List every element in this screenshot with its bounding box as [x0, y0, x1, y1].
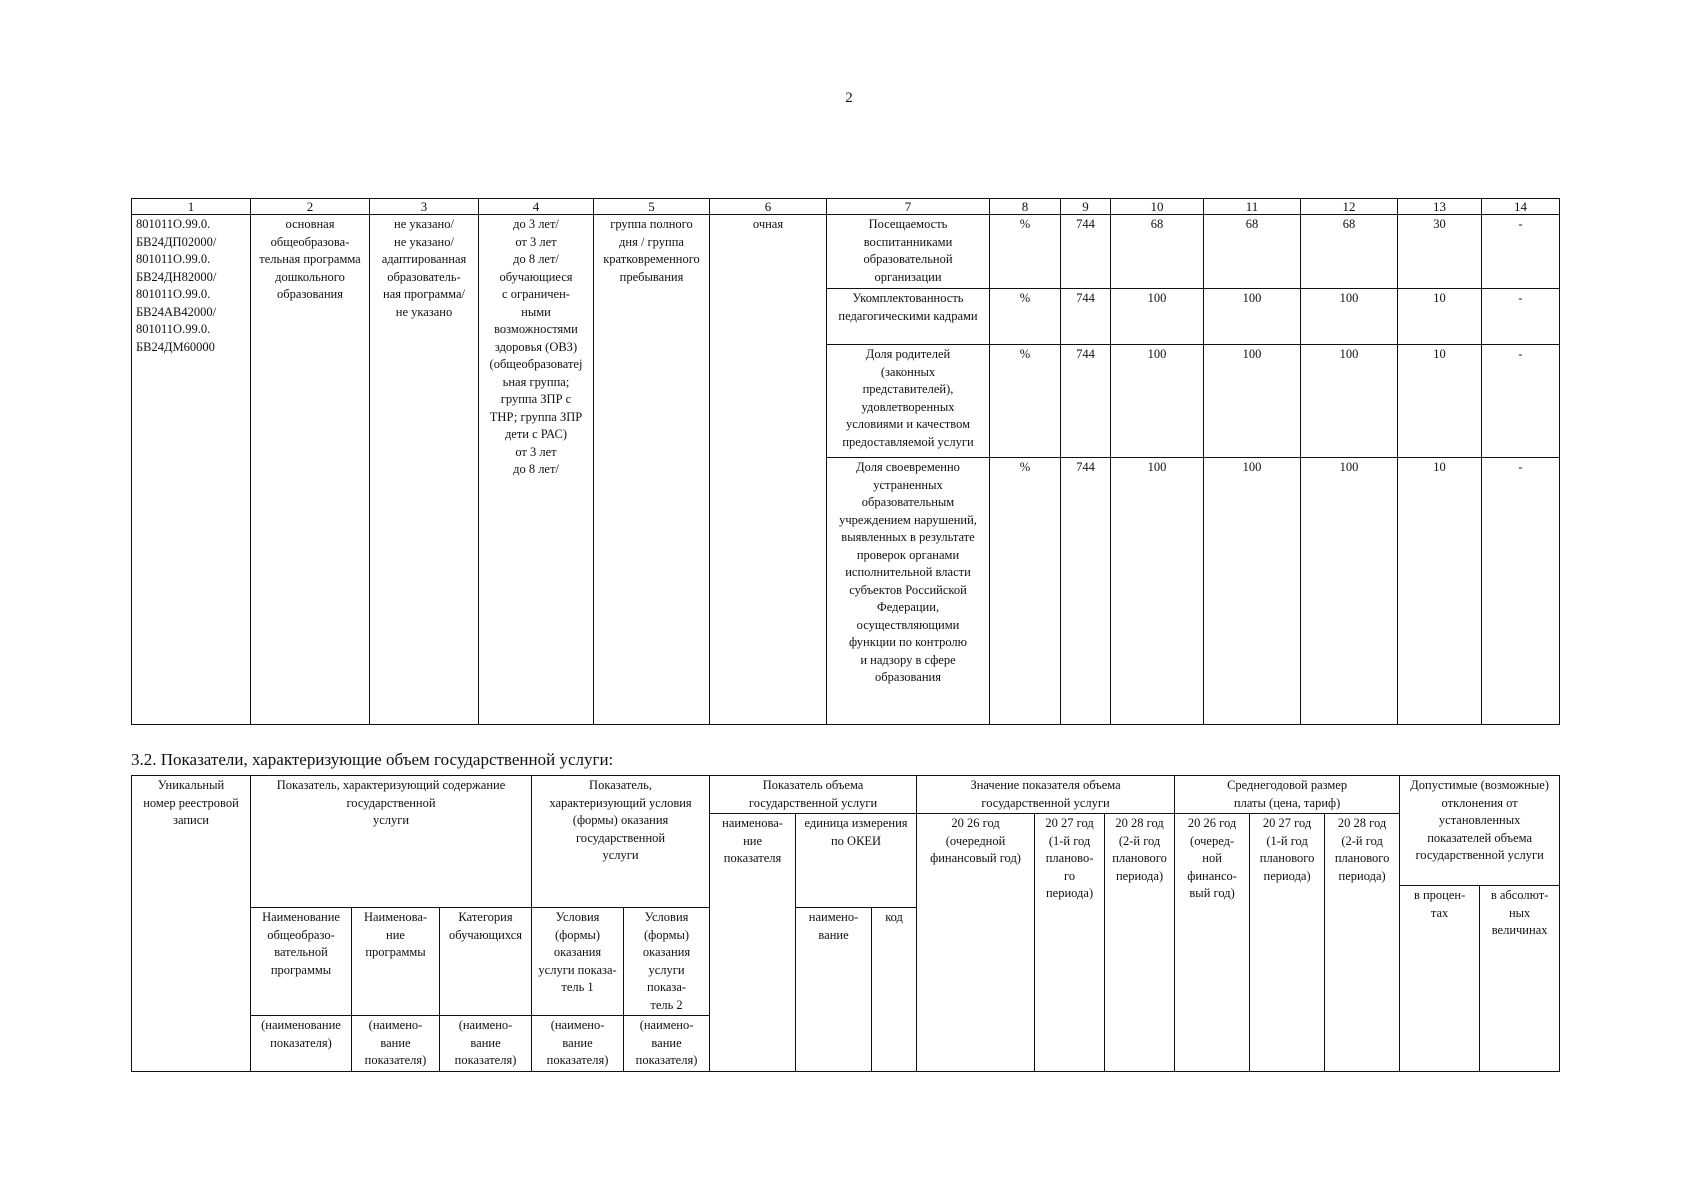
value-2028: 100	[1301, 345, 1398, 458]
deviation-absolute: -	[1482, 458, 1560, 725]
col-number: 8	[990, 199, 1061, 215]
value-2027: 100	[1204, 458, 1301, 725]
table-row	[132, 215, 1560, 289]
condition-1-header: Условия (формы) оказания услуги показа- тель 1	[532, 908, 624, 1016]
condition-2-header: Условия (формы) оказания услуги показа- тель 2	[624, 908, 710, 1016]
fee-2026-header: 20 26 год (очеред- ной финансо- вый год)	[1175, 814, 1250, 1072]
col-number: 11	[1204, 199, 1301, 215]
indicator-name-label: (наименование показателя)	[251, 1016, 352, 1072]
program-name-cell: не указано/ не указано/ адаптированная образователь- ная программа/ не указано	[370, 215, 479, 725]
indicator-name: Укомплектованность педагогическими кадрами	[827, 289, 990, 345]
col-number: 2	[251, 199, 370, 215]
average-fee-header: Среднегодовой размер платы (цена, тариф)	[1175, 776, 1400, 814]
value-2028: 100	[1301, 458, 1398, 725]
registry-numbers: 801011О.99.0. БВ24ДП02000/ 801011О.99.0. БВ24ДН82000/ 801011О.99.0. БВ24АВ42000/ 801011О.99.0. БВ24ДМ60000	[132, 215, 251, 725]
volume-2027-header: 20 27 год (1-й год планово- го периода)	[1035, 814, 1105, 1072]
indicator-code: 744	[1061, 289, 1111, 345]
page-number: 2	[845, 90, 853, 106]
indicator-name: Доля своевременно устраненных образовательным учреждением нарушений, выявленных в результате проверок органами исполнительной власти субъектов Российской Федерации, осуществляющими функции по контролю и надзору в сфере образования	[827, 458, 990, 725]
indicator-name: Доля родителей (законных представителей), удовлетворенных условиями и качеством предоставляемой услуги	[827, 345, 990, 458]
value-2027: 100	[1204, 345, 1301, 458]
deviation-absolute: -	[1482, 215, 1560, 289]
col-number: 1	[132, 199, 251, 215]
indicator-name-label: (наимено- вание показателя)	[352, 1016, 440, 1072]
indicator-name-header: наименова- ние показателя	[710, 814, 796, 1072]
col-number: 4	[479, 199, 594, 215]
okei-code-header: код	[872, 908, 917, 1072]
allowed-deviation-header: Допустимые (возможные) отклонения от установленных показателей объема государственной услуги	[1400, 776, 1560, 886]
okei-name-header: наимено- вание	[796, 908, 872, 1072]
col-number: 13	[1398, 199, 1482, 215]
program-name-header: Наименование общеобразо- вательной программы	[251, 908, 352, 1016]
deviation-percent: 30	[1398, 215, 1482, 289]
unique-number-header: Уникальный номер реестровой записи	[132, 776, 251, 1072]
volume-indicator-header: Показатель объема государственной услуги	[710, 776, 917, 814]
col-number: 12	[1301, 199, 1398, 215]
volume-2026-header: 20 26 год (очередной финансовый год)	[917, 814, 1035, 1072]
deviation-absolute: -	[1482, 289, 1560, 345]
category-cell: до 3 лет/ от 3 лет до 8 лет/ обучающиеся с ограничен- ными возможностями здоровья (ОВЗ) (общеобразоватеј ьная группа; группа ЗПР с ТНР; группа ЗПР дети с РАС) от 3 лет до 8 лет/	[479, 215, 594, 725]
value-2026: 100	[1111, 345, 1204, 458]
value-2027: 68	[1204, 215, 1301, 289]
indicator-unit: %	[990, 345, 1061, 458]
form-cell: очная	[710, 215, 827, 725]
fee-2027-header: 20 27 год (1-й год планового периода)	[1250, 814, 1325, 1072]
col-number: 7	[827, 199, 990, 215]
category-header: Категория обучающихся	[440, 908, 532, 1016]
deviation-absolute: -	[1482, 345, 1560, 458]
section-heading: 3.2. Показатели, характеризующие объем государственной услуги:	[131, 750, 614, 769]
col-number: 5	[594, 199, 710, 215]
content-indicator-header: Показатель, характеризующий содержание государственной услуги	[251, 776, 532, 908]
volume-value-header: Значение показателя объема государственной услуги	[917, 776, 1175, 814]
indicator-code: 744	[1061, 458, 1111, 725]
condition-cell: группа полного дня / группа кратковременного пребывания	[594, 215, 710, 725]
program-cell: основная общеобразова- тельная программа дошкольного образования	[251, 215, 370, 725]
unit-okei-header: единица измерения по ОКЕИ	[796, 814, 917, 908]
deviation-percent-header: в процен- тах	[1400, 886, 1480, 1072]
indicator-name: Посещаемость воспитанниками образовательной организации	[827, 215, 990, 289]
deviation-percent: 10	[1398, 458, 1482, 725]
value-2026: 100	[1111, 289, 1204, 345]
deviation-absolute-header: в абсолют- ных величинах	[1480, 886, 1560, 1072]
col-number: 9	[1061, 199, 1111, 215]
indicator-code: 744	[1061, 215, 1111, 289]
value-2028: 100	[1301, 289, 1398, 345]
volume-2028-header: 20 28 год (2-й год планового периода)	[1105, 814, 1175, 1072]
col-number: 3	[370, 199, 479, 215]
program-header: Наименова- ние программы	[352, 908, 440, 1016]
col-number: 6	[710, 199, 827, 215]
conditions-indicator-header: Показатель, характеризующий условия (формы) оказания государственной услуги	[532, 776, 710, 908]
deviation-percent: 10	[1398, 289, 1482, 345]
indicator-code: 744	[1061, 345, 1111, 458]
column-number-row	[132, 199, 1560, 215]
deviation-percent: 10	[1398, 345, 1482, 458]
indicator-name-label: (наимено- вание показателя)	[532, 1016, 624, 1072]
value-2027: 100	[1204, 289, 1301, 345]
indicator-unit: %	[990, 215, 1061, 289]
value-2028: 68	[1301, 215, 1398, 289]
value-2026: 100	[1111, 458, 1204, 725]
indicator-unit: %	[990, 458, 1061, 725]
indicator-name-label: (наимено- вание показателя)	[440, 1016, 532, 1072]
indicator-name-label: (наимено- вание показателя)	[624, 1016, 710, 1072]
indicator-unit: %	[990, 289, 1061, 345]
col-number: 10	[1111, 199, 1204, 215]
volume-indicators-table	[131, 775, 1560, 1072]
value-2026: 68	[1111, 215, 1204, 289]
col-number: 14	[1482, 199, 1560, 215]
fee-2028-header: 20 28 год (2-й год планового периода)	[1325, 814, 1400, 1072]
quality-indicators-table	[131, 198, 1560, 725]
